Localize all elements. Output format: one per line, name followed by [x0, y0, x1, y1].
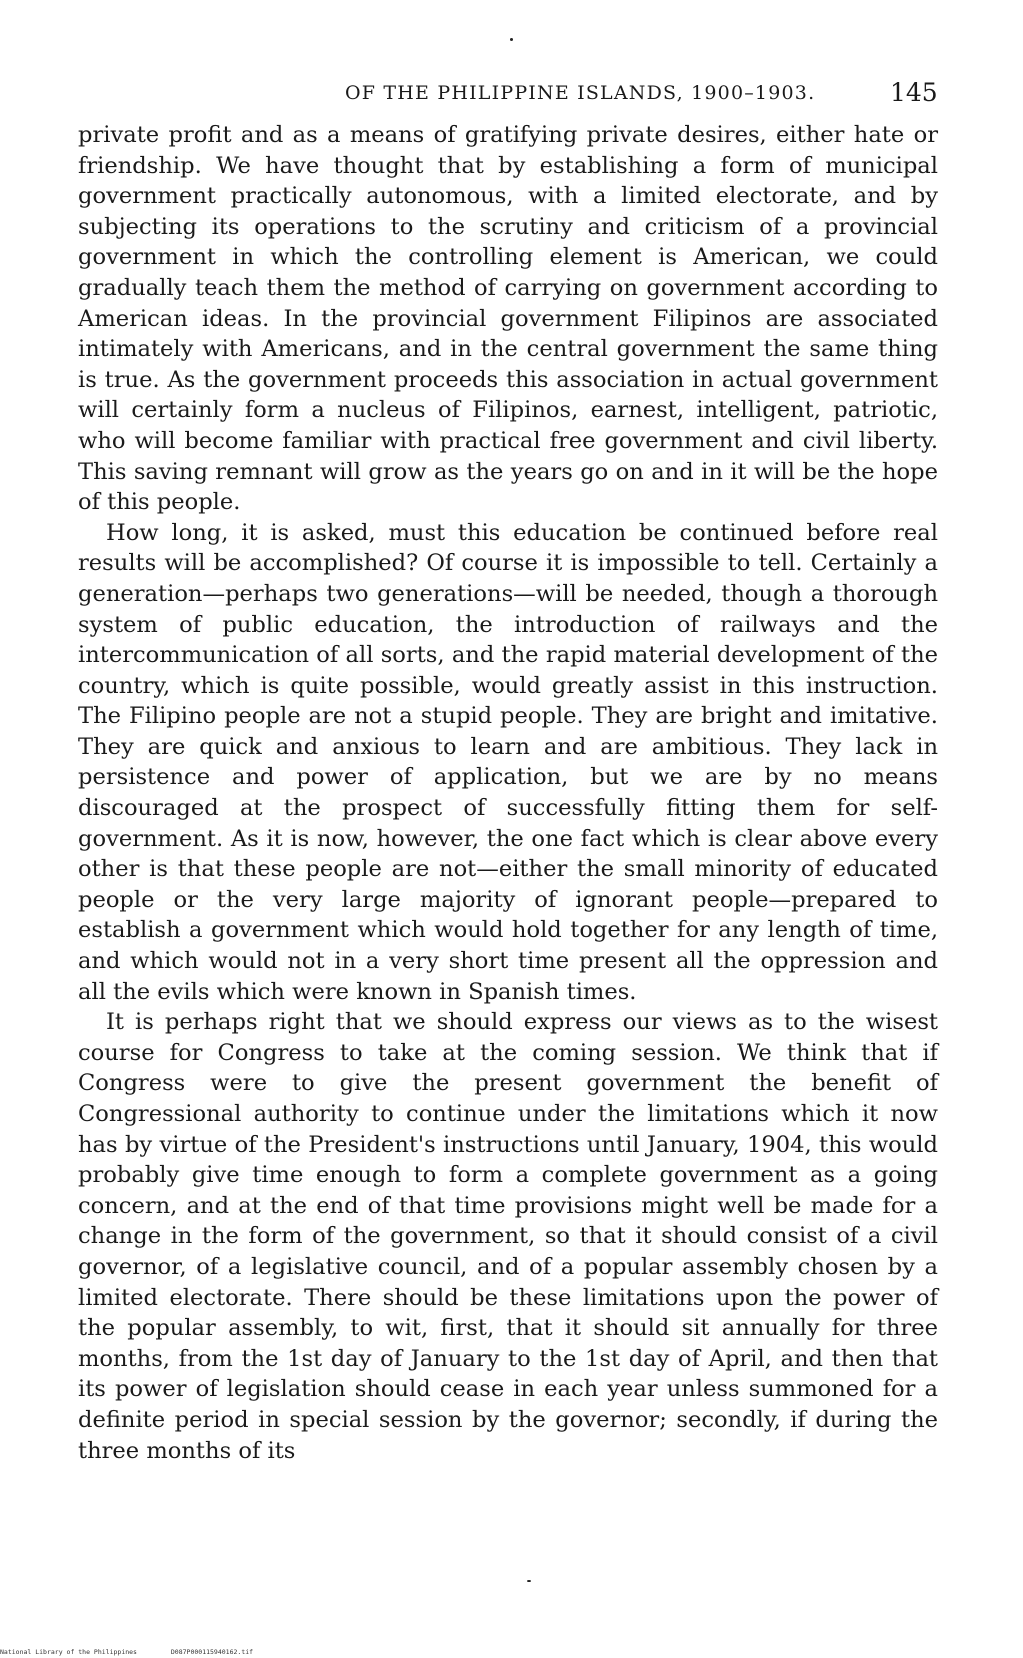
paragraph-education-duration: How long, it is asked, must this education be continued before real results will be accomplished? Of course it is impossible to tell. Certainly a generation—perhaps two generations—will be needed, though a thorough system of public education, the introduction of railways and the intercommunication of all sorts, and the rapid material development of the country, which is quite possible, would greatly assist in this instruction. The Filipino people are not a stupid people. They are bright and imitative. They are quick and anxious to learn and are ambitious. They lack in persistence and power of application, but we are by no means discouraged at the prospect of successfully fitting them for self-government. As it is now, however, the one fact which is clear above every other is that these people are not—either the small minority of educated people or the very large majority of ignorant people—prepared to establish a government which would hold together for any length of time, and which would not in a very short time present all the oppression and all the evils which were known in Spanish times.: [78, 519, 938, 1005]
scan-speck-bottom: [527, 1580, 531, 1582]
paragraph-continued: private profit and as a means of gratifying private desires, either hate or friendship. We have thought that by establishing a form of municipal government practically autonomous, with a limited electorate, and by subjecting its operations to the scrutiny and criticism of a provincial government in which the controlling element is American, we could gradually teach them the method of carrying on government according to American ideas. In the provincial government Filipinos are associated intimately with Americans, and in the central government the same thing is true. As the government proceeds this association in actual government will certainly form a nucleus of Filipinos, earnest, intelligent, patriotic, who will become familiar with practical free government and civil liberty. This saving remnant will grow as the years go on and in it will be the hope of this people.: [78, 122, 938, 516]
paragraph-congress-course: It is perhaps right that we should express our views as to the wisest course for Congress to take at the coming session. We think that if Congress were to give the present government the benefit of Congressional authority to continue under the limitations which it now has by virtue of the President's instructions until January, 1904, this would probably give time enough to form a complete government as a going concern, and at the end of that time provisions might well be made for a change in the form of the government, so that it should consist of a civil governor, of a legislative council, and of a popular assembly chosen by a limited electorate. There should be these limitations upon the power of the popular assembly, to wit, first, that it should sit annually for three months, from the 1st day of January to the 1st day of April, and then that its power of legislation should cease in each year unless summoned for a definite period in special session by the governor; secondly, if during the three months of its: [78, 1009, 938, 1464]
page-number: 145: [890, 78, 938, 107]
scan-file-id: D087P000115940162.tif: [170, 1648, 254, 1656]
scan-footer: [0, 1648, 283, 1656]
scan-speck-top: [510, 38, 513, 41]
body-text: [78, 120, 938, 1466]
running-head: [0, 72, 1023, 112]
scan-library-name: National Library of the Philippines: [0, 1648, 137, 1656]
running-title: OF THE PHILIPPINE ISLANDS, 1900–1903.: [345, 82, 816, 104]
